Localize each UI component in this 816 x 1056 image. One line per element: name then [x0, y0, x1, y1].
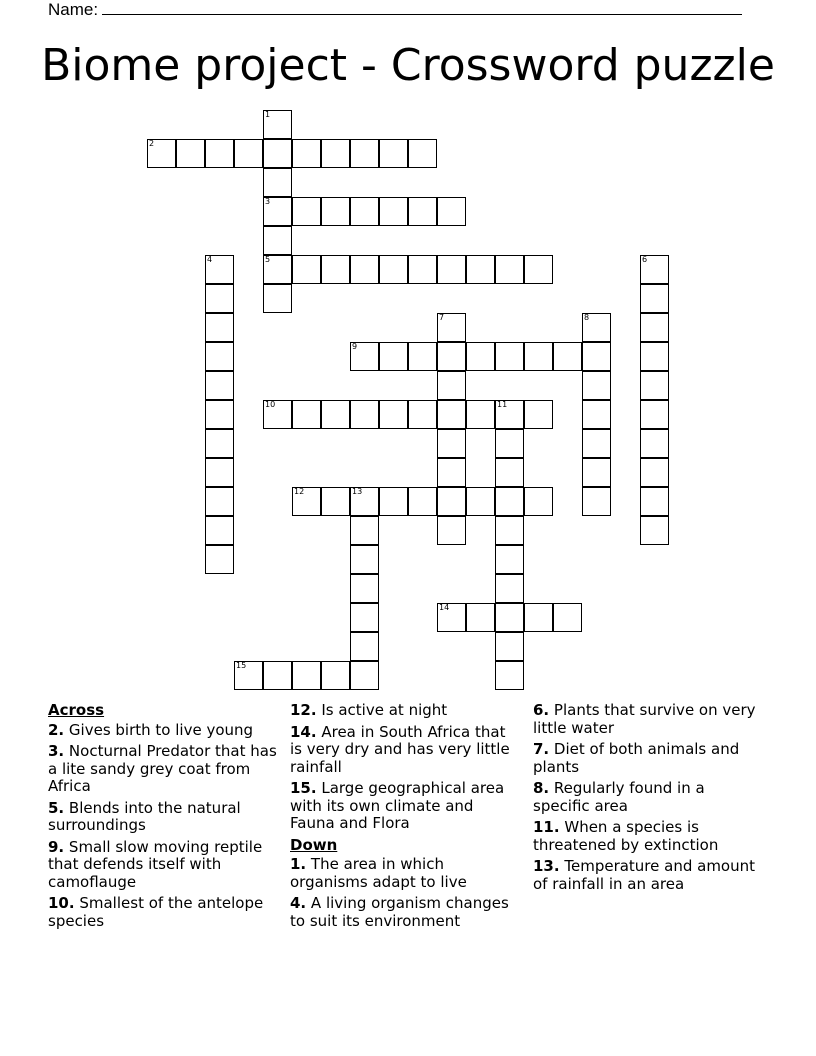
down-header: Down	[290, 835, 338, 854]
grid-cell[interactable]	[147, 139, 176, 168]
clue-across-5: 5. Blends into the natural surroundings	[48, 798, 241, 834]
clue-column-3	[533, 702, 765, 897]
clue-number: 15	[236, 661, 247, 670]
grid-cell[interactable]	[640, 255, 669, 284]
grid-cell[interactable]	[437, 516, 466, 545]
clue-number: 14	[439, 603, 450, 612]
grid-cell[interactable]	[640, 429, 669, 458]
grid-cell[interactable]	[263, 400, 292, 429]
clue-across-3: 3. Nocturnal Predator that has a lite sandy grey coat from Africa	[48, 742, 277, 795]
grid-cell[interactable]	[350, 487, 379, 516]
grid-cell[interactable]	[292, 400, 321, 429]
clue-across-15: 15. Large geographical area with its own climate and Fauna and Flora	[290, 779, 505, 832]
grid-cell[interactable]	[321, 487, 350, 516]
clue-number: 1	[265, 110, 271, 119]
grid-cell[interactable]	[553, 342, 582, 371]
clue-number: 10	[265, 400, 276, 409]
clue-number: 2	[149, 139, 155, 148]
grid-cell[interactable]	[437, 429, 466, 458]
grid-cell[interactable]	[408, 255, 437, 284]
grid-cell[interactable]	[234, 139, 263, 168]
clue-across-9: 9. Small slow moving reptile that defends itself with camoflauge	[48, 837, 263, 891]
grid-cell[interactable]	[640, 400, 669, 429]
grid-cell[interactable]	[495, 516, 524, 545]
grid-cell[interactable]	[205, 487, 234, 516]
grid-cell[interactable]	[205, 545, 234, 574]
grid-cell[interactable]	[263, 197, 292, 226]
grid-cell[interactable]	[263, 661, 292, 690]
grid-cell[interactable]	[437, 197, 466, 226]
grid-cell[interactable]	[437, 255, 466, 284]
clue-number: 12	[294, 487, 305, 496]
grid-cell[interactable]	[524, 342, 553, 371]
grid-cell[interactable]	[205, 516, 234, 545]
grid-cell[interactable]	[292, 661, 321, 690]
grid-cell[interactable]	[553, 603, 582, 632]
clue-number: 8	[584, 313, 590, 322]
grid-cell[interactable]	[350, 516, 379, 545]
clue-number: 5	[265, 255, 271, 264]
grid-cell[interactable]	[292, 487, 321, 516]
grid-cell[interactable]	[495, 661, 524, 690]
grid-cell[interactable]	[466, 342, 495, 371]
clue-across-10: 10. Smallest of the antelope species	[48, 894, 264, 930]
clue-number: 6	[642, 255, 648, 264]
grid-cell[interactable]	[321, 197, 350, 226]
clue-across-2: 2. Gives birth to live young	[48, 720, 254, 739]
grid-cell[interactable]	[437, 400, 466, 429]
clue-number: 3	[265, 197, 271, 206]
page-title: Biome project - Crossword puzzle	[41, 40, 775, 91]
grid-cell[interactable]	[495, 342, 524, 371]
clue-across-14: 14. Area in South Africa that is very dry and has very little rainfall	[290, 722, 510, 776]
grid-cell[interactable]	[437, 603, 466, 632]
clue-column-2	[290, 702, 522, 934]
grid-cell[interactable]	[321, 661, 350, 690]
grid-cell[interactable]	[350, 632, 379, 661]
grid-cell[interactable]	[524, 255, 553, 284]
grid-cell[interactable]	[379, 487, 408, 516]
grid-cell[interactable]	[640, 458, 669, 487]
grid-cell[interactable]	[379, 139, 408, 168]
grid-cell[interactable]	[292, 139, 321, 168]
grid-cell[interactable]	[466, 255, 495, 284]
grid-cell[interactable]	[379, 342, 408, 371]
grid-cell[interactable]	[466, 487, 495, 516]
clue-column-1	[48, 702, 280, 934]
grid-cell[interactable]	[263, 168, 292, 197]
grid-cell[interactable]	[582, 342, 611, 371]
grid-cell[interactable]	[205, 371, 234, 400]
clue-number: 4	[207, 255, 213, 264]
grid-cell[interactable]	[379, 255, 408, 284]
grid-cell[interactable]	[640, 371, 669, 400]
grid-cell[interactable]	[495, 603, 524, 632]
clue-down-4: 4. A living organism changes to suit its environment	[290, 894, 509, 930]
grid-cell[interactable]	[379, 197, 408, 226]
grid-cell[interactable]	[263, 284, 292, 313]
grid-cell[interactable]	[437, 487, 466, 516]
grid-cell[interactable]	[466, 603, 495, 632]
grid-cell[interactable]	[350, 139, 379, 168]
grid-cell[interactable]	[263, 139, 292, 168]
clue-number: 9	[352, 342, 358, 351]
grid-cell[interactable]	[350, 574, 379, 603]
across-header: Across	[48, 701, 105, 719]
grid-cell[interactable]	[495, 429, 524, 458]
grid-cell[interactable]	[437, 313, 466, 342]
grid-cell[interactable]	[524, 487, 553, 516]
grid-cell[interactable]	[205, 400, 234, 429]
grid-cell[interactable]	[350, 603, 379, 632]
grid-cell[interactable]	[640, 284, 669, 313]
grid-cell[interactable]	[408, 197, 437, 226]
grid-cell[interactable]	[582, 400, 611, 429]
grid-cell[interactable]	[582, 487, 611, 516]
name-field[interactable]	[48, 0, 742, 20]
grid-cell[interactable]	[205, 458, 234, 487]
grid-cell[interactable]	[350, 197, 379, 226]
grid-cell[interactable]	[582, 371, 611, 400]
grid-cell[interactable]	[495, 545, 524, 574]
grid-cell[interactable]	[321, 255, 350, 284]
grid-cell[interactable]	[205, 429, 234, 458]
grid-cell[interactable]	[495, 255, 524, 284]
grid-cell[interactable]	[437, 342, 466, 371]
grid-cell[interactable]	[437, 458, 466, 487]
grid-cell[interactable]	[408, 139, 437, 168]
grid-cell[interactable]	[408, 487, 437, 516]
grid-cell[interactable]	[524, 603, 553, 632]
grid-cell[interactable]	[379, 400, 408, 429]
grid-cell[interactable]	[292, 255, 321, 284]
grid-cell[interactable]	[321, 400, 350, 429]
grid-cell[interactable]	[263, 110, 292, 139]
grid-cell[interactable]	[437, 371, 466, 400]
clue-number: 13	[352, 487, 363, 496]
grid-cell[interactable]	[495, 487, 524, 516]
grid-cell[interactable]	[408, 400, 437, 429]
grid-cell[interactable]	[263, 226, 292, 255]
grid-cell[interactable]	[350, 342, 379, 371]
grid-cell[interactable]	[205, 255, 234, 284]
grid-cell[interactable]	[582, 313, 611, 342]
clue-down-1: 1. The area in which organisms adapt to live	[290, 855, 467, 891]
grid-cell[interactable]	[350, 661, 379, 690]
grid-cell[interactable]	[350, 400, 379, 429]
grid-cell[interactable]	[582, 458, 611, 487]
grid-cell[interactable]	[495, 632, 524, 661]
clue-down-8: 8. Regularly found in a specific area	[533, 779, 705, 815]
clue-down-11: 11. When a species is threatened by extinction	[533, 818, 719, 854]
grid-cell[interactable]	[176, 139, 205, 168]
grid-cell[interactable]	[205, 139, 234, 168]
clue-down-13: 13. Temperature and amount of rainfall in an area	[533, 857, 756, 893]
clue-number: 7	[439, 313, 445, 322]
grid-cell[interactable]	[495, 400, 524, 429]
grid-cell[interactable]	[321, 139, 350, 168]
grid-cell[interactable]	[495, 574, 524, 603]
grid-cell[interactable]	[466, 400, 495, 429]
grid-cell[interactable]	[495, 458, 524, 487]
grid-cell[interactable]	[292, 197, 321, 226]
grid-cell[interactable]	[640, 342, 669, 371]
grid-cell[interactable]	[582, 429, 611, 458]
grid-cell[interactable]	[263, 255, 292, 284]
clue-number: 11	[497, 400, 508, 409]
clue-across-12: 12. Is active at night	[290, 701, 448, 719]
grid-cell[interactable]	[640, 516, 669, 545]
grid-cell[interactable]	[640, 313, 669, 342]
grid-cell[interactable]	[234, 661, 263, 690]
grid-cell[interactable]	[640, 487, 669, 516]
grid-cell[interactable]	[205, 313, 234, 342]
grid-cell[interactable]	[205, 284, 234, 313]
grid-cell[interactable]	[524, 400, 553, 429]
grid-cell[interactable]	[350, 255, 379, 284]
name-label: Name:	[48, 0, 99, 19]
name-underline[interactable]	[102, 0, 742, 15]
clue-down-7: 7. Diet of both animals and plants	[533, 740, 740, 776]
clue-down-6: 6. Plants that survive on very little water	[533, 701, 756, 737]
grid-cell[interactable]	[350, 545, 379, 574]
grid-cell[interactable]	[408, 342, 437, 371]
grid-cell[interactable]	[205, 342, 234, 371]
